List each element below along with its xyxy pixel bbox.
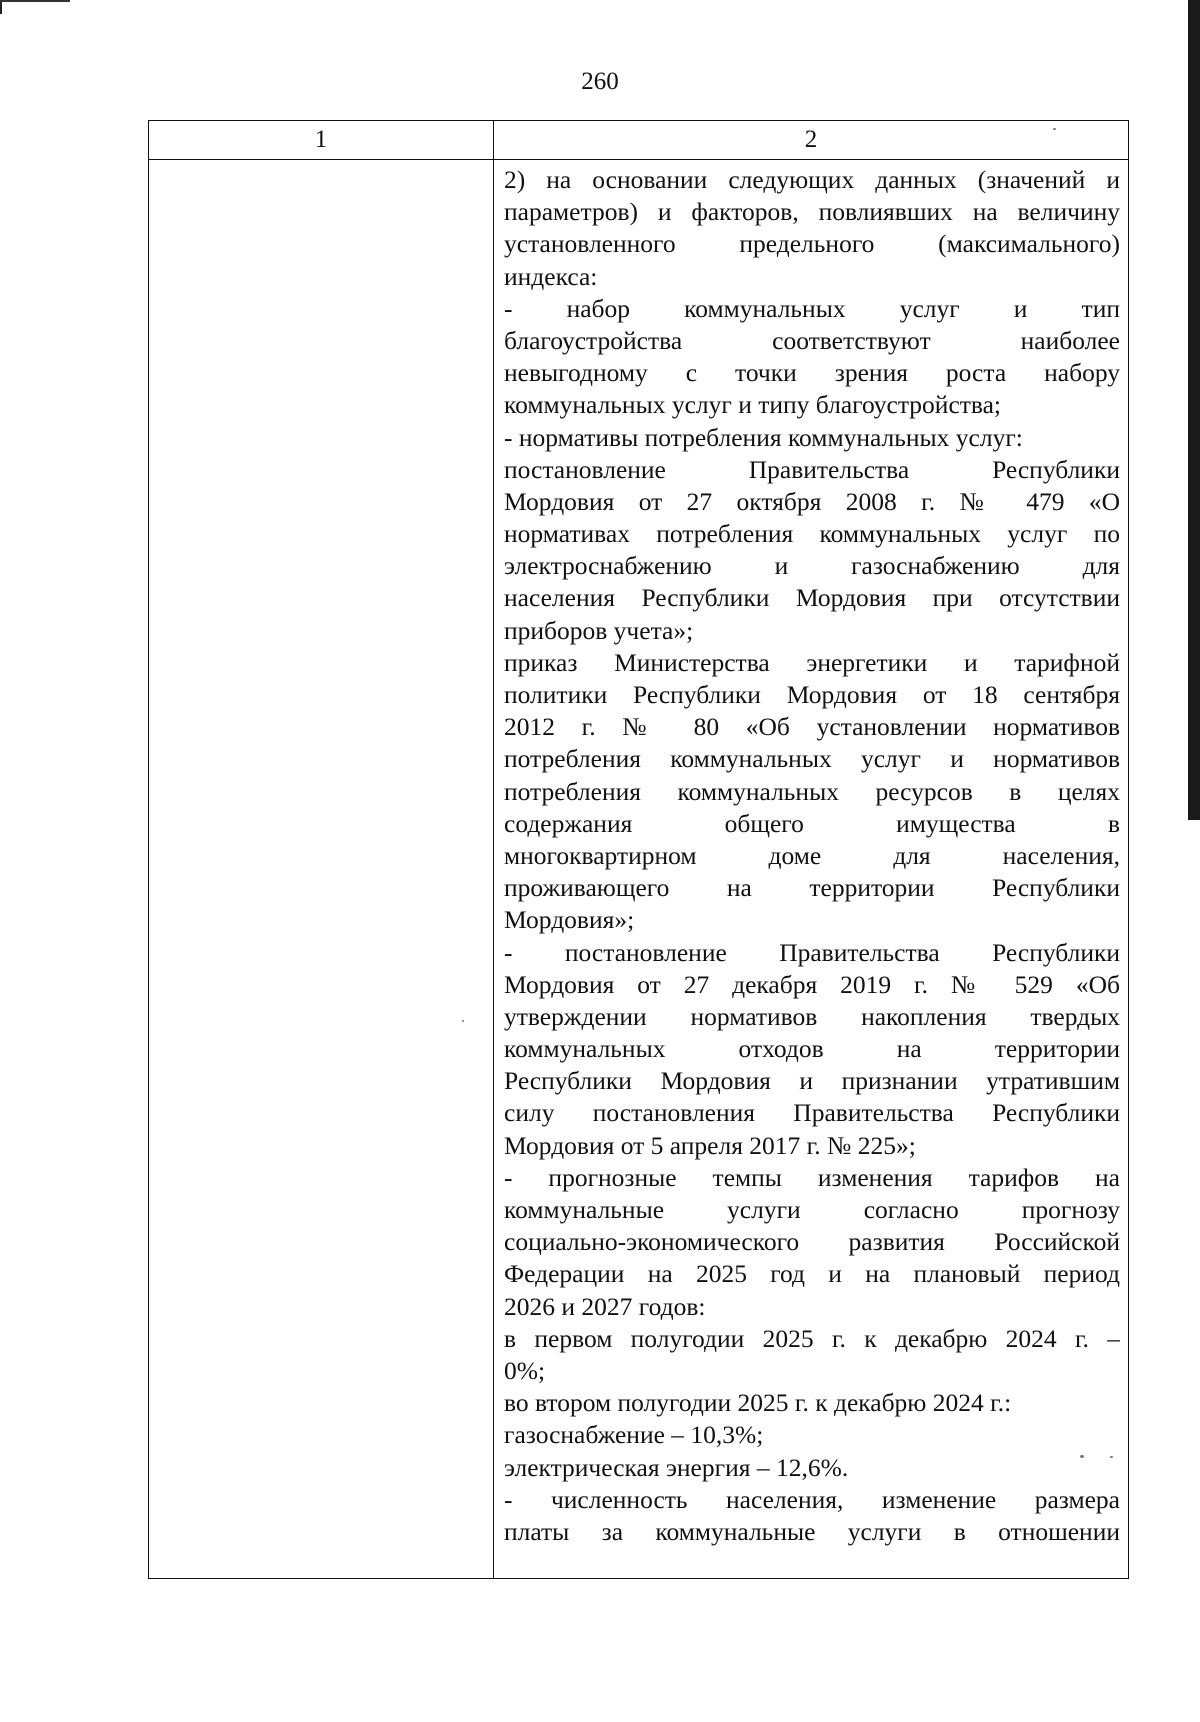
- column-header-2: 2: [494, 121, 1129, 160]
- scan-edge-right: [1188, 0, 1200, 820]
- text-line: силу постановления Правительства Республики: [504, 1098, 1120, 1128]
- text-line: Мордовия»;: [504, 905, 635, 935]
- scan-edge-left: [0, 0, 2, 14]
- text-line: параметров) и факторов, повлиявших на величину: [504, 197, 1120, 227]
- text-line: потребления коммунальных услуг и нормативов: [504, 744, 1120, 774]
- text-line: коммунальных отходов на территории: [504, 1034, 1120, 1064]
- text-line: в первом полугодии 2025 г. к декабрю 2024 г. –: [504, 1323, 1120, 1353]
- text-line: Мордовия от 5 апреля 2017 г. № 225»;: [504, 1130, 916, 1160]
- text-line: приказ Министерства энергетики и тарифной: [504, 647, 1120, 677]
- text-line: установленного предельного (максимального): [504, 229, 1120, 259]
- text-line: - постановление Правительства Республики: [504, 937, 1120, 967]
- text-line: нормативах потребления коммунальных услуг по: [504, 519, 1120, 549]
- text-line: Федерации на 2025 год и на плановый период: [504, 1259, 1120, 1289]
- text-line: проживающего на территории Республики: [504, 873, 1120, 903]
- text-line: постановление Правительства Республики: [504, 454, 1120, 484]
- text-line: платы за коммунальные услуги в отношении: [504, 1516, 1120, 1546]
- text-line: социально-экономического развития Российской: [504, 1227, 1120, 1257]
- text-line: населения Республики Мордовия при отсутствии: [504, 583, 1120, 613]
- text-line: газоснабжение – 10,3%;: [504, 1420, 764, 1450]
- text-line: - набор коммунальных услуг и тип: [504, 293, 1120, 323]
- table-row: [149, 160, 1129, 1579]
- text-line: 0%;: [504, 1355, 546, 1385]
- text-line: индекса:: [504, 261, 598, 291]
- text-line: 2012 г. № 80 «Об установлении нормативов: [504, 712, 1120, 742]
- text-line: - нормативы потребления коммунальных услуг:: [504, 422, 1023, 452]
- text-line: потребления коммунальных ресурсов в целях: [504, 776, 1120, 806]
- document-table: [148, 120, 1129, 1579]
- text-line: электроснабжению и газоснабжению для: [504, 551, 1120, 581]
- text-line: утверждении нормативов накопления твердых: [504, 1001, 1120, 1031]
- text-line: 2) на основании следующих данных (значений и: [504, 165, 1120, 194]
- text-line: 2026 и 2027 годов:: [504, 1291, 706, 1321]
- text-line: коммунальные услуги согласно прогнозу: [504, 1195, 1120, 1224]
- text-line: благоустройства соответствуют наиболее: [504, 325, 1120, 355]
- text-line: коммунальных услуг и типу благоустройства;: [504, 390, 1002, 420]
- text-line: электрическая энергия – 12,6%.: [504, 1452, 849, 1482]
- text-line: во втором полугодии 2025 г. к декабрю 2024 г.:: [504, 1388, 1012, 1418]
- text-line: - прогнозные темпы изменения тарифов на: [504, 1162, 1120, 1192]
- text-line: политики Республики Мордовия от 18 сентября: [504, 680, 1120, 709]
- column-header-1: 1: [149, 121, 494, 160]
- text-line: приборов учета»;: [504, 615, 694, 645]
- text-line: невыгодному с точки зрения роста набору: [504, 358, 1120, 388]
- column-1-cell: [149, 160, 494, 1579]
- table-header-row: [149, 121, 1129, 160]
- text-line: Мордовия от 27 декабря 2019 г. № 529 «Об: [504, 969, 1120, 999]
- scan-edge-top: [0, 0, 70, 2]
- column-2-text: [494, 160, 1128, 1548]
- text-line: Республики Мордовия и признании утратившим: [504, 1066, 1120, 1096]
- text-line: многоквартирном доме для населения,: [504, 840, 1120, 870]
- page-number: 260: [581, 68, 619, 95]
- text-line: Мордовия от 27 октября 2008 г. № 479 «О: [504, 486, 1120, 516]
- column-2-cell: [494, 160, 1129, 1579]
- text-line: содержания общего имущества в: [504, 808, 1120, 838]
- text-line: - численность населения, изменение размера: [504, 1484, 1120, 1514]
